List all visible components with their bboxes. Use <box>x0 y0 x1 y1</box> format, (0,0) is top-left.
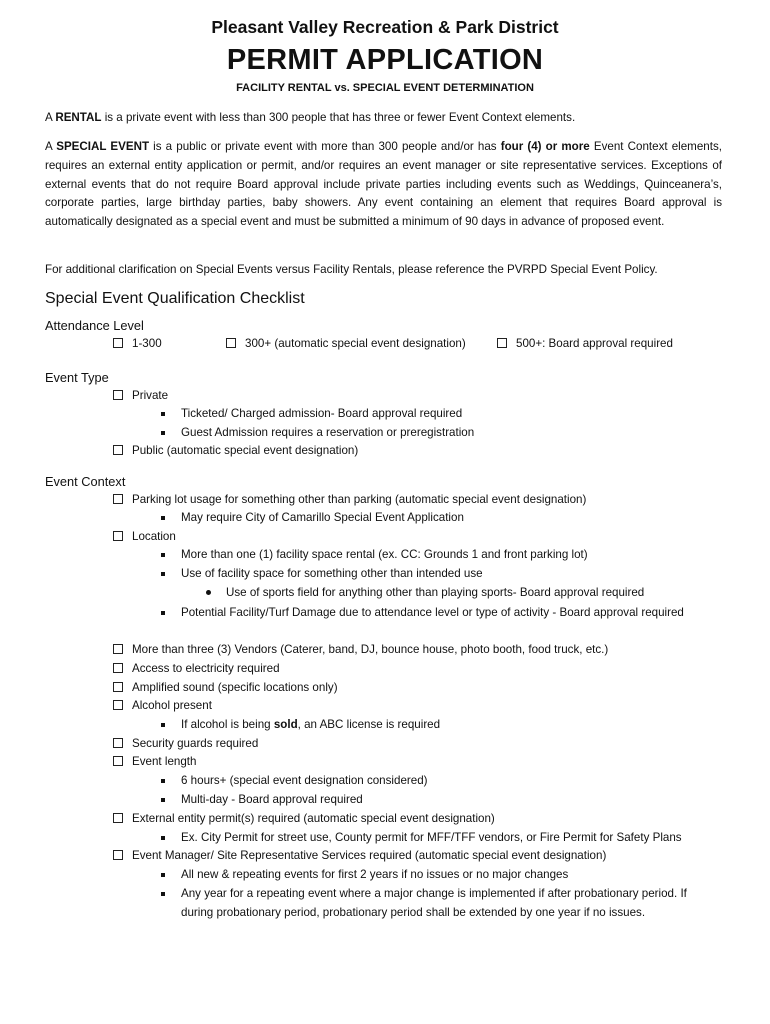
bullet-icon <box>161 412 165 416</box>
bullet-icon <box>206 590 211 595</box>
attendance-heading: Attendance Level <box>45 318 144 333</box>
bullet-icon <box>161 723 165 727</box>
context-alcohol: Alcohol present <box>113 697 212 715</box>
clarification-note: For additional clarification on Special Events versus Facility Rentals, please reference the PVRPD Special Event Policy. <box>45 263 658 276</box>
bullet-icon <box>161 779 165 783</box>
attendance-option-1-300: 1-300 <box>113 335 162 353</box>
list-item: Any year for a repeating event where a major change is implemented if after probationary period. If during probationary period, probationary period shall be extended by one year if no issues. <box>161 885 706 922</box>
permit-application-page: Pleasant Valley Recreation & Park District PERMIT APPLICATION FACILITY RENTAL vs. SPECIAL EVENT DETERMINATION A RENTAL is a private event with less than 300 people that has three or fewer Event Context elements. A SPECIAL EVENT is a public or private event with more than 300 people and/or has four (4) or more Event Context elements, requires an external entity application or permit, and/or requires an event manager or site representative services. Exceptions of external events that do not require Board approval include private parties including events such as Weddings, Quinceanera’s, corporate parties, large birthday parties, baby showers. Any event containing an element that requires Board approval is automatically designated as a special event and must be submitted a minimum of 90 days in advance of proposed event. For additional clarification on Special Events versus Facility Rentals, please reference the PVRPD Special Event Policy. Special Event Qualification Checklist Attendance Level 1-300 300+ (automatic special event designation) 500+: Board approval required Event Type Private Ticketed/ Charged admission- Board approval required Guest Admission requires a reservation or preregistration Public (automatic special event designation) Event Context Parking lot usage for something other than parking (automatic special event designation) May require City of Camarillo Special Event Application Location More than one (1) facility space rental (ex. CC: Grounds 1 and front parking lot) Use of facility space for something other than intended use Use of sports field for anything other than playing sports- Board approval required Potential Facility/Turf Damage due to attendance level or type of activity - Board approval required More than three (3) Vendors (Caterer, band, DJ, bounce house, photo booth, food truck, etc.) Access to electricity required Amplified sound (specific locations only) Alcohol present If alcohol is being sold, an ABC license is required Security guards required Event length 6 hours+ (special event designation considered) Multi-day - Board approval required External entity permit(s) required (automatic special event designation) Ex. City Permit for street use, County permit for MFF/TFF vendors, or Fire Permit for Safety Plans Event Manager/ Site Representative Services required (automatic special event designation) All new & repeating events for first 2 years if no issues or no major changes Any year for a repeating event where a major change is implemented if after probationary period. If during probationary period, probationary period shall be extended by one year if no issues. <box>0 0 770 1024</box>
event-type-private: Private <box>113 387 168 405</box>
bullet-icon <box>161 873 165 877</box>
rental-definition: A RENTAL is a private event with less than 300 people that has three or fewer Event Context elements. <box>45 111 576 124</box>
event-type-public: Public (automatic special event designation) <box>113 442 358 460</box>
bullet-icon <box>161 836 165 840</box>
bullet-icon <box>161 892 165 896</box>
checkbox[interactable] <box>113 756 123 766</box>
special-event-definition: A SPECIAL EVENT is a public or private event with more than 300 people and/or has four (4) or more Event Context elements, requires an external entity application or permit, and/or requires an event manager or site representative services. Exceptions of external events that do not require Board approval include private parties including events such as Weddings, Quinceanera’s, corporate parties, large birthday parties, baby showers. Any event containing an element that requires Board approval is automatically designated as a special event and must be submitted a minimum of 90 days in advance of proposed event. <box>45 140 722 229</box>
bullet-icon <box>161 798 165 802</box>
bullet-icon <box>161 553 165 557</box>
organization-name: Pleasant Valley Recreation & Park District <box>211 17 559 37</box>
checkbox[interactable] <box>113 700 123 710</box>
context-event-length: Event length <box>113 753 196 771</box>
bullet-icon <box>161 431 165 435</box>
checkbox[interactable] <box>113 682 123 692</box>
context-parking: Parking lot usage for something other than parking (automatic special event designation) <box>113 491 586 509</box>
checkbox[interactable] <box>113 813 123 823</box>
context-location: Location <box>113 528 176 546</box>
checklist-heading: Special Event Qualification Checklist <box>45 290 305 307</box>
bullet-icon <box>161 572 165 576</box>
bullet-icon <box>161 516 165 520</box>
context-electricity: Access to electricity required <box>113 660 280 678</box>
checkbox[interactable] <box>113 531 123 541</box>
checkbox[interactable] <box>113 494 123 504</box>
checkbox[interactable] <box>113 644 123 654</box>
context-vendors: More than three (3) Vendors (Caterer, band, DJ, bounce house, photo booth, food truck, etc.) <box>113 641 608 659</box>
checkbox[interactable] <box>113 338 123 348</box>
attendance-option-500-plus: 500+: Board approval required <box>497 335 673 353</box>
checkbox[interactable] <box>113 445 123 455</box>
checkbox[interactable] <box>497 338 507 348</box>
checkbox[interactable] <box>113 738 123 748</box>
event-context-heading: Event Context <box>45 474 126 489</box>
context-security: Security guards required <box>113 735 258 753</box>
attendance-option-300-plus: 300+ (automatic special event designation) <box>226 335 466 353</box>
checkbox[interactable] <box>113 663 123 673</box>
bullet-icon <box>161 611 165 615</box>
event-type-heading: Event Type <box>45 370 109 385</box>
list-item: Potential Facility/Turf Damage due to attendance level or type of activity - Board approval required <box>161 604 701 623</box>
context-sound: Amplified sound (specific locations only) <box>113 679 338 697</box>
page-subtitle: FACILITY RENTAL vs. SPECIAL EVENT DETERMINATION <box>236 82 534 94</box>
checkbox[interactable] <box>113 390 123 400</box>
context-event-manager: Event Manager/ Site Representative Services required (automatic special event designation) <box>113 847 606 865</box>
page-title: PERMIT APPLICATION <box>226 44 544 76</box>
checkbox[interactable] <box>113 850 123 860</box>
checkbox[interactable] <box>226 338 236 348</box>
context-external-permit: External entity permit(s) required (automatic special event designation) <box>113 810 495 828</box>
